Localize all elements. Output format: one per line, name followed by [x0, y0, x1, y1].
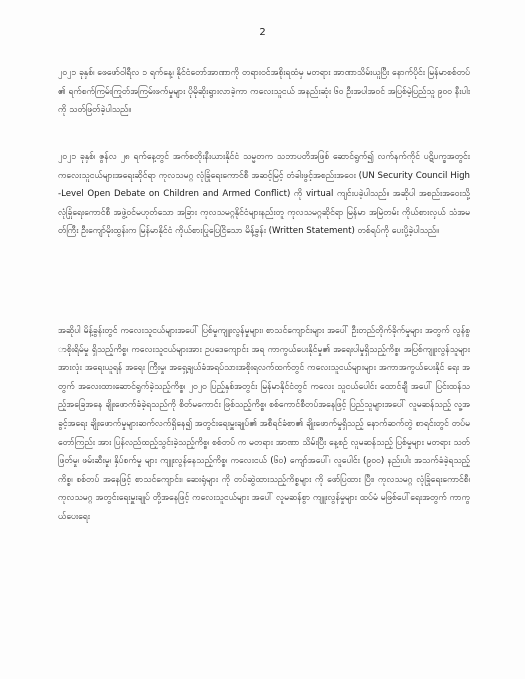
- paragraph-2: ၂၀၂၁ ခုနှစ်၊ ဇွန်လ ၂၈ ရက်နေ့တွင် အက်စတိုးနီးယားနိုင်ငံ သမ္မတက သဘာပတိအဖြစ် ဆောင်ရွက်၍ လက်နက်ကိုင် ပဋိပက္ခအတွင်း ကလေးသူငယ်များအရေးဆိုင်ရာ ကုလသမဂ္ဂ လုံခြုံရေးကောင်စီ အဆင့်မြင့် တံခါးဖွင့်အစည်းအဝေး (UN Security Council High-Level Open Debate on Children and Armed Conflict) ကို virtual ကျင်းပခဲ့ပါသည်။ အဆိုပါ အစည်းအဝေးသို့ လုံခြုံရေးကောင်စီ အဖွဲ့ဝင်မဟုတ်သော အခြား ကုလသမဂ္ဂနိုင်ငံများနည်းတူ ကုလသမဂ္ဂဆိုင်ရာ မြန်မာ အမြဲတမ်း ကိုယ်စားလှယ် သံအမတ်ကြီး ဦးကျော်မိုးထွန်းက မြန်မာနိုင်ငံ ကိုယ်စားပြုပြေငြိသော မိန့်ခွန်း (Written Statement) တစ်ရပ်ကို ပေးပို့ခဲ့ပါသည်။: [58, 152, 470, 237]
- paragraph-3: အဆိုပါ မိန့်ခွန်းတွင် ကလေးသူငယ်များအပေါ် ပြစ်မှုကျူးလွန်မှုများ၊ စာသင်ကျောင်းများ အပေါ် ဦးတည်တိုက်ခိုက်မှုများ အတွက် လွန်စွာစိုးရိမ်မှု ရှိသည့်ကိစ္စ၊ ကလေးသူငယ်များအား ဥပဒေကျောင်း အရ ကာကွယ်ပေးနိုင်မှု၏ အရေးပါမှုရှိသည့်ကိစ္စ၊ အပြစ်ကျူးလွန်သူများ အားလုံး အရေးယူရန် အရေး ကြီးမှု၊ အရှေ့ချယ်ခံအရပ်သားအစိုးရလက်ထက်တွင် ကလေးသူငယ်များများ အကာအကွယ်ပေးနိုင် ရေး အတွက် အလေးထားဆောင်ရွက်ခဲ့သည့်ကိစ္စ၊ ၂၀၂၀ ပြည့်နှစ်အတွင်း မြန်မာနိုင်ငံတွင် ကလေး သူငယ်ပေါင်း ထောင်ချီ အပေါ် ပြင်းထန်သည့်အခြေအနေ ချိုးဖောက်ခံခဲ့ရသည်ကို စိတ်မကောင်း ဖြစ်သည့်ကိစ္စ၊ စစ်ကောင်စီတပ်အနေဖြင့် ပြည်သူများအပေါ် လူမဆန်သည့် လူ့အခွင့်အရေး ချိုးဖောက်မှုများဆက်လက်ရှိနေ၍ အတွင်းရေးမှူးချုပ်၏ အစီရင်ခံစာ၏ ချိုးဖောက်မှုရှိသည့် နောက်ဆက်တွဲ စာရင်းတွင် တပ်မတော်ကြည်း အား ပြန်လည်ထည့်သွင်းခဲ့သည့်ကိစ္စ၊ စစ်တပ် က မတရား အာဏာ သိမ်းပြီး နေ့စဉ် လူမဆန်သည့် ပြစ်မှုများ မတရား သတ်ဖြတ်မှု၊ ဖမ်းဆီးမှု၊ နှိပ်စက်မှု များ ကျူးလွန်နေသည့်ကိစ္စ၊ ကလေးငယ် (၆၀) ကျော်အပေါ်၊ လူပေါင်း (၉၀၀) နည်းပါး အသက်ခံခဲ့ရသည့် ကိစ္စ၊ စစ်တပ် အနေဖြင့် စာသင်ကျောင်း၊ ဆေးရုံများ ကို တပ်ဆွဲထားသည့်ကိစ္စများ ကို ဖော်ပြထား ပြီး၊ ကုလသမဂ္ဂ လုံခြုံရေးကောင်စီ၊ ကုလသမဂ္ဂ အတွင်းရေးမှူးချုပ် တို့အနေဖြင့် ကလေးသူငယ်များ အပေါ် လူမဆန်စွာ ကျူးလွန်မှုများ ထပ်မံ မဖြစ်ပေါ်ရေးအတွက် ကာကွယ်ပေးရေး: [58, 326, 470, 522]
- page-number: 2: [259, 27, 266, 38]
- document-body: [58, 64, 470, 666]
- paragraph-1: ၂၀၂၁ ခုနှစ်၊ ဖေဖော်ဝါရီလ ၁ ရက်နေ့၊ နိုင်ငံတော်အာဏာကို တရားဝင်အစိုးရထံမှ မတရား အာဏာသိမ်းယူပြီး နောက်ပိုင်း မြန်မာစစ်တပ်၏ ရက်စက်ကြမ်းကြုတ်အကြမ်းဖက်မှုများ ပိုမိုဆိုးရွားလာခဲ့ကာ ကလေးသူငယ် အနည်းဆုံး ၆၀ ဦးအပါအဝင် အပြစ်မဲ့ပြည်သူ ၉၀၀ နီးပါးကို သတ်ဖြတ်ခဲ့ပါသည်။: [58, 68, 470, 116]
